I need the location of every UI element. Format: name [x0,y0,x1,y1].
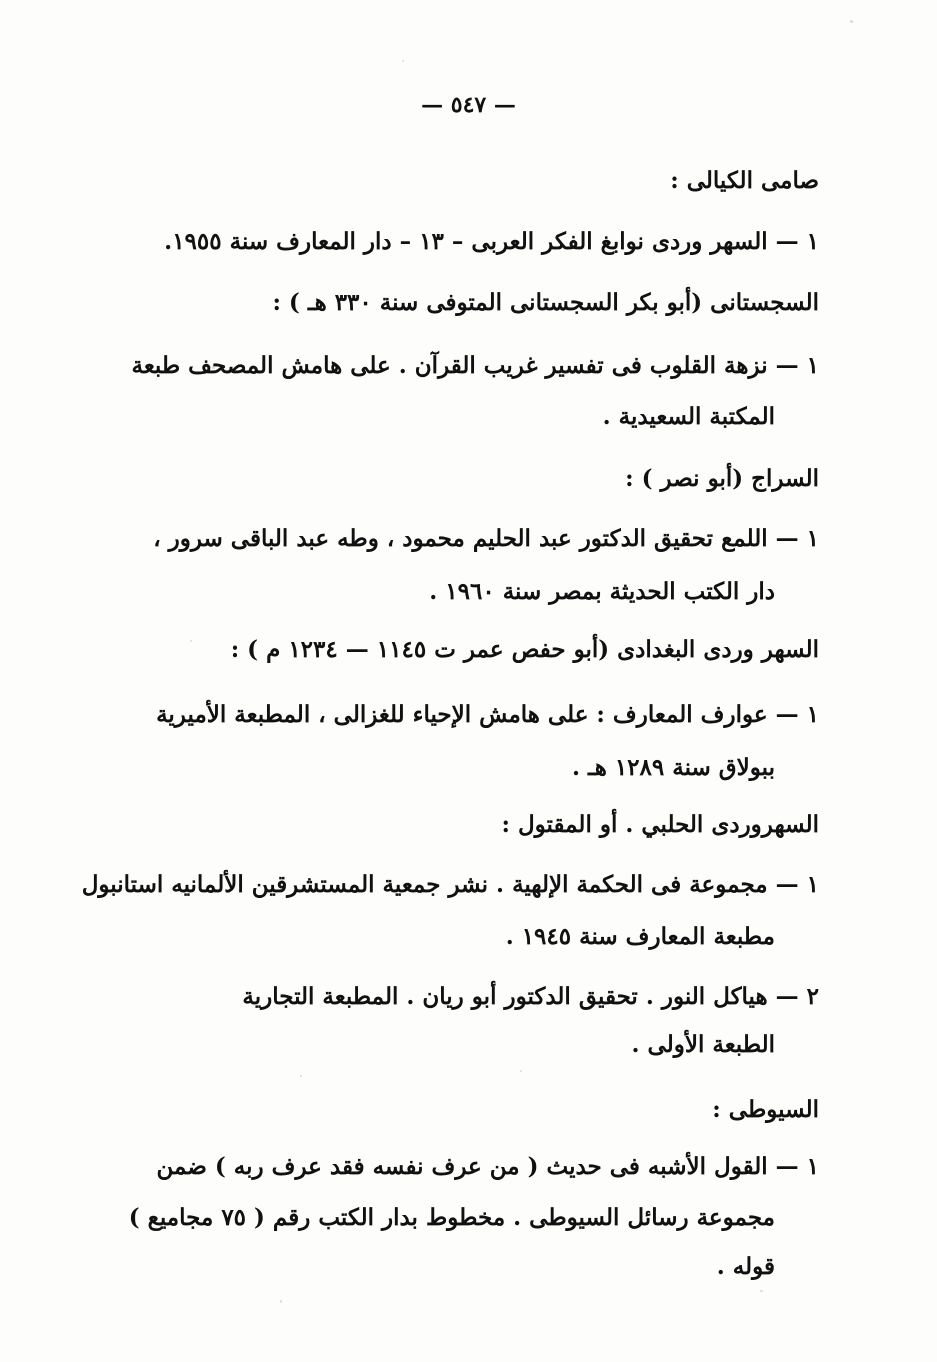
bibliography-entry: ١ — القول الأشبه فى حديث ( من عرف نفسه فقد عرف ربه ) ضمن [156,1153,819,1180]
bibliography-entry-continuation: مجموعة رسائل السيوطى . مخطوط بدار الكتب رقم ( ٧٥ مجاميع ) [128,1204,775,1231]
author-heading: صامى الكيالى : [670,167,819,194]
author-heading: السيوطى : [712,1096,819,1123]
scan-speck [280,1300,282,1303]
bibliography-entry: ١ — السهر وردى نوابغ الفكر العربى – ١٣ – دار المعارف سنة ١٩٥٥. [164,228,819,255]
bibliography-entry: ١ — اللمع تحقيق الدكتور عبد الحليم محمود ، وطه عبد الباقى سرور ، [153,525,819,552]
bibliography-entry-continuation: قوله . [716,1253,775,1280]
bibliography-entry: ١ — نزهة القلوب فى تفسير غريب القرآن . على هامش المصحف طبعة [131,352,819,379]
bibliography-entry: ٢ — هياكل النور . تحقيق الدكتور أبو ريان . المطبعة التجارية [242,983,819,1010]
author-heading: السهروردى الحلبي . أو المقتول : [501,811,819,838]
bibliography-entry-continuation: الطبعة الأولى . [631,1031,775,1058]
scan-speck [760,1290,763,1292]
bibliography-entry: ١ — عوارف المعارف : على هامش الإحياء للغزالى ، المطبعة الأميرية [156,701,819,728]
author-heading: السهر وردى البغدادى (أبو حفص عمر ت ١١٤٥ — ١٢٣٤ م ) : [230,636,819,663]
author-heading: السراج (أبو نصر ) : [625,465,819,492]
scan-speck [212,366,215,369]
scan-speck [190,640,192,642]
bibliography-entry-continuation: دار الكتب الحديثة بمصر سنة ١٩٦٠ . [429,578,775,605]
bibliography-entry-continuation: مطبعة المعارف سنة ١٩٤٥ . [505,923,775,950]
bibliography-entry-continuation: المكتبة السعيدية . [602,403,775,430]
scan-speck [402,60,404,62]
bibliography-entry-continuation: ببولاق سنة ١٢٨٩ هـ . [571,754,775,781]
scan-speck [300,1075,302,1077]
scan-speck [850,20,853,23]
bibliography-entry: ١ — مجموعة فى الحكمة الإلهية . نشر جمعية المستشرقين الألمانيه استانبول [81,871,819,898]
scan-speck [520,1070,522,1072]
page-number: — ٥٤٧ — [421,92,516,118]
author-heading: السجستانى (أبو بكر السجستانى المتوفى سنة ٣٣٠ هـ ) : [272,289,819,316]
